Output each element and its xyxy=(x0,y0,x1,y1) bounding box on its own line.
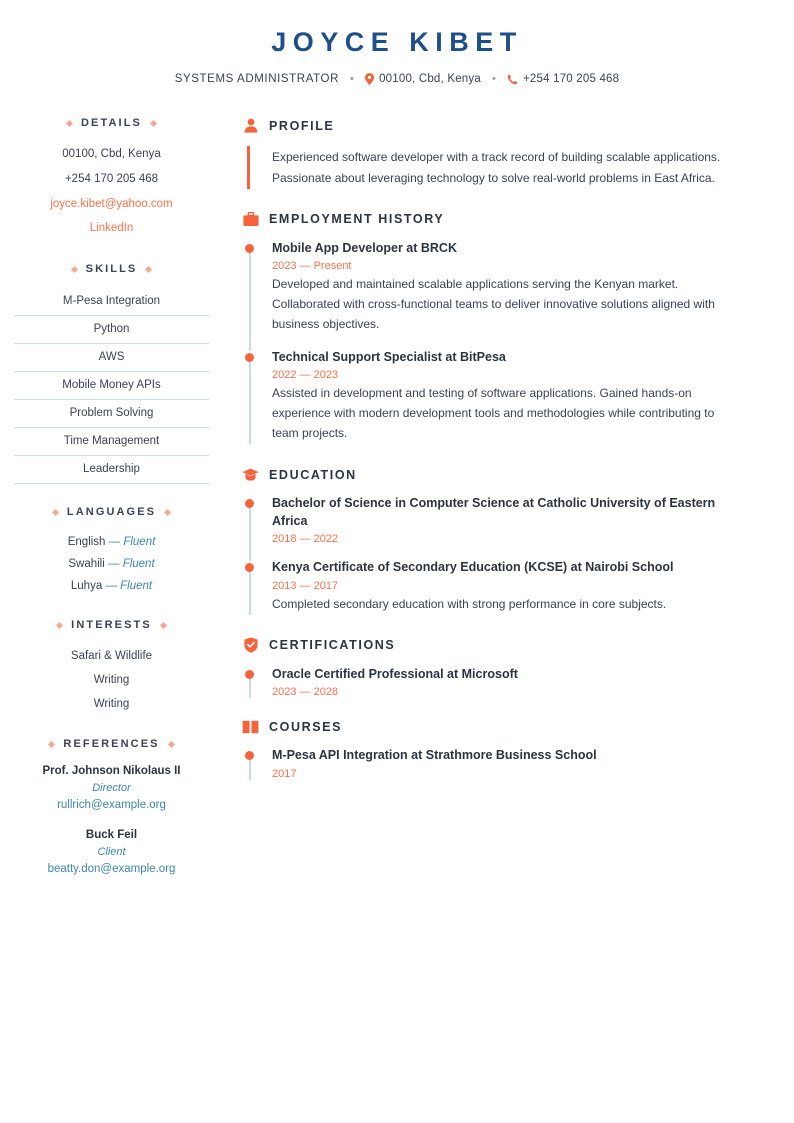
entry-title: M-Pesa API Integration at Strathmore Business School xyxy=(272,748,597,763)
timeline-line xyxy=(249,508,252,561)
entry-date: 2013 — 2017 xyxy=(272,579,339,592)
entry-date: 2018 — 2022 xyxy=(272,533,339,546)
phone-icon xyxy=(507,74,518,85)
separator-dot: • xyxy=(350,73,355,86)
sidebar-section-interests xyxy=(14,619,209,716)
interests-heading-label: INTERESTS xyxy=(71,619,152,632)
page-title: JOYCE KIBET xyxy=(271,27,523,57)
details-heading-label: DETAILS xyxy=(81,117,142,130)
graduation-cap-icon xyxy=(242,466,259,483)
detail-address: 00100, Cbd, Kenya xyxy=(62,148,161,161)
diamond-icon-right xyxy=(160,622,167,629)
section-certifications xyxy=(242,637,732,703)
entry-date: 2023 — 2028 xyxy=(272,686,339,699)
timeline-line xyxy=(249,362,252,444)
diamond-icon-left xyxy=(48,741,55,748)
section-education xyxy=(242,466,732,618)
main-column xyxy=(227,117,794,797)
education-heading xyxy=(242,466,732,483)
list-item xyxy=(242,666,732,703)
courses-heading xyxy=(242,718,732,735)
sidebar-section-languages xyxy=(14,506,209,597)
entry-title: Oracle Certified Professional at Microsoft xyxy=(272,666,518,681)
language-dash: — xyxy=(107,558,123,571)
resume-body xyxy=(0,117,794,899)
entry-date: 2017 xyxy=(272,767,297,780)
sidebar-section-details xyxy=(14,117,209,241)
reference-role: Client xyxy=(97,846,126,859)
language-name: Luhya xyxy=(70,580,103,593)
person-icon xyxy=(242,117,259,134)
diamond-icon-left xyxy=(52,509,59,516)
language-level: Fluent xyxy=(122,558,155,571)
reference-name: Buck Feil xyxy=(85,829,138,842)
list-item: Safari & Wildlife xyxy=(70,650,153,663)
list-item xyxy=(14,827,209,877)
details-heading xyxy=(14,117,209,129)
timeline-dot-icon xyxy=(245,563,254,572)
list-item: Leadership xyxy=(14,456,209,484)
timeline-line xyxy=(249,679,252,699)
list-item: M-Pesa Integration xyxy=(14,288,209,316)
list-item xyxy=(242,240,732,349)
profile-heading xyxy=(242,117,732,134)
header-contact-line xyxy=(40,73,754,85)
entry-title: Bachelor of Science in Computer Science at Catholic University of Eastern Africa xyxy=(272,496,716,528)
language-dash: — xyxy=(105,580,121,593)
sidebar-section-skills xyxy=(14,263,209,484)
timeline-line xyxy=(249,572,252,614)
language-dash: — xyxy=(108,536,124,549)
references-heading xyxy=(14,738,209,750)
language-level: Fluent xyxy=(120,580,153,593)
profile-text: Experienced software developer with a track record of building scalable applications. Passionate about leveraging technology to solve real-world problems in East Africa. xyxy=(272,150,721,185)
list-item xyxy=(14,553,209,575)
detail-phone: +254 170 205 468 xyxy=(64,173,159,186)
skills-heading xyxy=(14,263,209,275)
book-icon xyxy=(242,718,259,735)
diamond-icon-right xyxy=(150,120,157,127)
header-phone xyxy=(507,73,619,85)
timeline-line xyxy=(249,253,252,351)
detail-linkedin-link[interactable]: LinkedIn xyxy=(89,222,134,235)
list-item xyxy=(242,495,732,559)
languages-heading xyxy=(14,506,209,518)
courses-heading-label: COURSES xyxy=(269,719,343,734)
entry-title: Mobile App Developer at BRCK xyxy=(272,240,457,255)
certifications-heading-label: CERTIFICATIONS xyxy=(269,638,396,653)
reference-email-link[interactable]: beatty.don@example.org xyxy=(47,863,176,876)
employment-heading-label: EMPLOYMENT HISTORY xyxy=(269,212,445,227)
certifications-heading xyxy=(242,637,732,654)
list-item: AWS xyxy=(14,344,209,372)
entry-title: Kenya Certificate of Secondary Education (KCSE) at Nairobi School xyxy=(272,560,674,575)
education-heading-label: EDUCATION xyxy=(269,467,357,482)
diamond-icon-left xyxy=(71,266,78,273)
diamond-icon-right xyxy=(168,741,175,748)
entry-date: 2023 — Present xyxy=(272,260,352,273)
list-item xyxy=(14,531,209,553)
timeline-dot-icon xyxy=(245,499,254,508)
reference-name: Prof. Johnson Nikolaus II xyxy=(42,765,181,778)
skills-heading-label: SKILLS xyxy=(85,263,138,276)
references-heading-label: REFERENCES xyxy=(63,738,160,751)
employment-heading xyxy=(242,211,732,228)
diamond-icon-left xyxy=(56,622,63,629)
profile-body xyxy=(247,146,732,188)
entry-description: Assisted in development and testing of software applications. Gained hands-on experience with modern development tools and methodologies while contributing to team projects. xyxy=(272,386,715,441)
resume-header xyxy=(0,0,794,85)
language-name: English xyxy=(67,536,106,549)
list-item: Python xyxy=(14,316,209,344)
list-item xyxy=(14,763,209,813)
diamond-icon-right xyxy=(145,266,152,273)
list-item: Mobile Money APIs xyxy=(14,372,209,400)
interests-heading xyxy=(14,619,209,631)
timeline-dot-icon xyxy=(245,751,254,760)
timeline-dot-icon xyxy=(245,353,254,362)
phone-text: +254 170 205 468 xyxy=(523,73,620,86)
diamond-icon-left xyxy=(66,120,73,127)
list-item: Time Management xyxy=(14,428,209,456)
separator-dot-2: • xyxy=(491,73,496,86)
entry-description: Completed secondary education with strong performance in core subjects. xyxy=(272,596,667,611)
detail-email-link[interactable]: joyce.kibet@yahoo.com xyxy=(50,197,173,210)
briefcase-icon xyxy=(242,211,259,228)
list-item xyxy=(242,747,732,784)
map-pin-icon xyxy=(365,73,374,85)
sidebar-section-references xyxy=(14,738,209,877)
timeline-dot-icon xyxy=(245,670,254,679)
list-item xyxy=(14,575,209,597)
timeline-line xyxy=(249,760,252,780)
language-name: Swahili xyxy=(68,558,105,571)
sidebar xyxy=(0,117,227,899)
header-location xyxy=(365,73,481,85)
diamond-icon-right xyxy=(164,509,171,516)
list-item xyxy=(242,559,732,618)
job-title: SYSTEMS ADMINISTRATOR xyxy=(174,73,339,86)
section-employment xyxy=(242,211,732,448)
entry-date: 2022 — 2023 xyxy=(272,369,339,382)
profile-heading-label: PROFILE xyxy=(269,118,335,133)
section-profile xyxy=(242,117,732,188)
shield-check-icon xyxy=(242,637,259,654)
list-item: Problem Solving xyxy=(14,400,209,428)
reference-email-link[interactable]: rullrich@example.org xyxy=(57,799,166,812)
reference-role: Director xyxy=(92,782,131,795)
list-item: Writing xyxy=(93,698,130,711)
section-courses xyxy=(242,718,732,784)
language-level: Fluent xyxy=(123,536,156,549)
languages-heading-label: LANGUAGES xyxy=(66,506,157,519)
entry-title: Technical Support Specialist at BitPesa xyxy=(272,349,506,364)
timeline-dot-icon xyxy=(245,244,254,253)
entry-description: Developed and maintained scalable applications serving the Kenyan market. Collaborated with cross-functional teams to deliver innovative solutions aligned with business objectives. xyxy=(272,277,715,332)
list-item: Writing xyxy=(93,674,130,687)
location-text: 00100, Cbd, Kenya xyxy=(379,73,481,86)
list-item xyxy=(242,349,732,448)
